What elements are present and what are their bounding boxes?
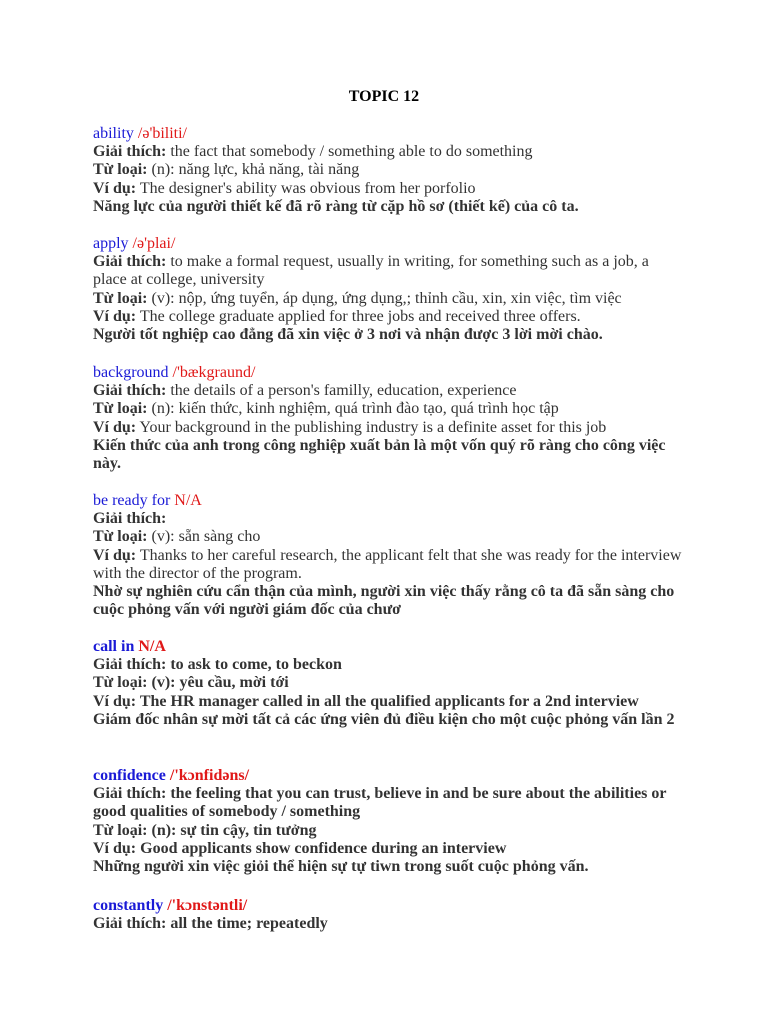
entry-headword <box>93 492 683 510</box>
example-text: The college graduate applied for three jobs and received three offers. <box>139 307 581 325</box>
page-title: TOPIC 12 <box>348 88 420 105</box>
entry-part-of-speech <box>93 822 683 840</box>
explain-label: Giải thích: <box>93 915 167 933</box>
example-text: The HR manager called in all the qualified applicants for a 2nd interview <box>139 692 639 710</box>
example-text: Thanks to her careful research, the applicant felt that she was ready for the interview with the director of the program. <box>93 546 682 582</box>
entry-part-of-speech <box>93 528 683 546</box>
entry-explanation <box>93 253 683 289</box>
entry-word: constantly <box>93 897 164 914</box>
pos-text: (n): sự tin cậy, tin tưởng <box>151 821 317 839</box>
example-text: The designer's ability was obvious from her porfolio <box>139 179 476 197</box>
entry-example <box>93 308 683 326</box>
explain-label: Giải thích: <box>93 253 167 271</box>
entry-word: apply <box>93 235 129 252</box>
vocab-entry-apply <box>93 235 683 344</box>
entry-example <box>93 547 683 583</box>
entry-word: be ready for <box>93 492 171 509</box>
pos-label: Từ loại: <box>93 528 148 546</box>
entry-translation: Nhờ sự nghiên cứu cẩn thận của mình, người xin việc thấy rằng cô ta đã sẵn sàng cho cuộc phỏng vấn với người giám đốc của chươ <box>93 583 675 619</box>
explain-label: Giải thích: <box>93 382 167 400</box>
example-label: Ví dụ: <box>93 307 137 325</box>
entry-part-of-speech <box>93 674 683 692</box>
entry-headword <box>93 897 683 915</box>
entry-example <box>93 840 683 858</box>
example-label: Ví dụ: <box>93 692 137 710</box>
explain-text: to make a formal request, usually in writing, for something such as a job, a place at college, university <box>93 253 649 289</box>
vocab-entry-background <box>93 364 683 473</box>
explain-text: to ask to come, to beckon <box>170 656 342 674</box>
example-label: Ví dụ: <box>93 839 137 857</box>
entry-example <box>93 693 683 711</box>
entry-explanation <box>93 510 683 528</box>
pos-label: Từ loại: <box>93 400 148 418</box>
vocab-entry-constantly <box>93 897 683 933</box>
entry-part-of-speech <box>93 161 683 179</box>
entry-headword <box>93 364 683 382</box>
entry-example <box>93 180 683 198</box>
entry-pronunciation: /ə'biliti/ <box>137 125 187 142</box>
explain-text: the feeling that you can trust, believe in and be sure about the abilities or good qualities of somebody / something <box>93 785 667 821</box>
entry-word: background <box>93 364 169 381</box>
entry-translation: Giám đốc nhân sự mời tất cả các ứng viên đủ điều kiện cho một cuộc phỏng vấn lần 2 <box>93 710 675 728</box>
entry-explanation <box>93 656 683 674</box>
entry-part-of-speech <box>93 400 683 418</box>
entry-translation: Kiến thức của anh trong công nghiệp xuất bản là một vốn quý rõ ràng cho công việc này. <box>93 436 666 473</box>
explain-label: Giải thích: <box>93 785 167 803</box>
entry-headword <box>93 235 683 253</box>
explain-text: the details of a person's familly, education, experience <box>170 382 517 400</box>
explain-text: the fact that somebody / something able to do something <box>170 143 533 161</box>
entry-headword <box>93 767 683 785</box>
entry-pronunciation: /'bækgraund/ <box>172 364 256 381</box>
entry-translation: Những người xin việc giỏi thể hiện sự tự tiwn trong suốt cuộc phỏng vấn. <box>93 858 589 876</box>
example-label: Ví dụ: <box>93 418 137 436</box>
entry-pronunciation: N/A <box>138 638 166 655</box>
entry-pronunciation: /'kɔnfidəns/ <box>169 767 250 784</box>
vocab-entry-confidence <box>93 767 683 876</box>
entry-headword <box>93 638 683 656</box>
entry-pronunciation: /ə'plai/ <box>132 235 176 252</box>
vocab-entry-be-ready-for <box>93 492 683 619</box>
entry-explanation <box>93 382 683 400</box>
pos-label: Từ loại: <box>93 821 148 839</box>
example-label: Ví dụ: <box>93 546 137 564</box>
example-label: Ví dụ: <box>93 179 137 197</box>
pos-text: (v): nộp, ứng tuyển, áp dụng, ứng dụng,; thỉnh cầu, xin, xin việc, tìm việc <box>151 289 622 307</box>
pos-text: (v): sẵn sàng cho <box>151 528 261 546</box>
entry-explanation <box>93 915 683 933</box>
entry-word: call in <box>93 638 135 655</box>
example-text: Your background in the publishing industry is a definite asset for this job <box>139 418 607 436</box>
pos-label: Từ loại: <box>93 289 148 307</box>
entry-translation: Năng lực của người thiết kế đã rõ ràng từ cặp hồ sơ (thiết kế) của cô ta. <box>93 197 579 215</box>
pos-label: Từ loại: <box>93 161 148 179</box>
pos-text: (v): yêu cầu, mời tới <box>151 674 289 692</box>
entry-headword <box>93 125 683 143</box>
entry-pronunciation: N/A <box>174 492 202 509</box>
entry-translation: Người tốt nghiệp cao đẳng đã xin việc ở 3 nơi và nhận được 3 lời mời chào. <box>93 326 603 344</box>
pos-label: Từ loại: <box>93 674 148 692</box>
pos-text: (n): kiến thức, kinh nghiệm, quá trình đào tạo, quá trình học tập <box>151 400 559 418</box>
entry-explanation <box>93 143 683 161</box>
example-text: Good applicants show confidence during an interview <box>140 839 507 857</box>
explain-label: Giải thích: <box>93 656 167 674</box>
entry-explanation <box>93 785 683 821</box>
entry-word: confidence <box>93 767 166 784</box>
entry-part-of-speech <box>93 290 683 308</box>
explain-label: Giải thích: <box>93 510 167 528</box>
entry-pronunciation: /'kɔnstəntli/ <box>167 897 248 914</box>
pos-text: (n): năng lực, khả năng, tài năng <box>151 161 360 179</box>
vocab-entry-call-in <box>93 638 683 729</box>
explain-label: Giải thích: <box>93 143 167 161</box>
explain-text: all the time; repeatedly <box>170 915 328 933</box>
entry-example <box>93 419 683 437</box>
entry-word: ability <box>93 125 134 142</box>
vocab-entry-ability <box>93 125 683 216</box>
